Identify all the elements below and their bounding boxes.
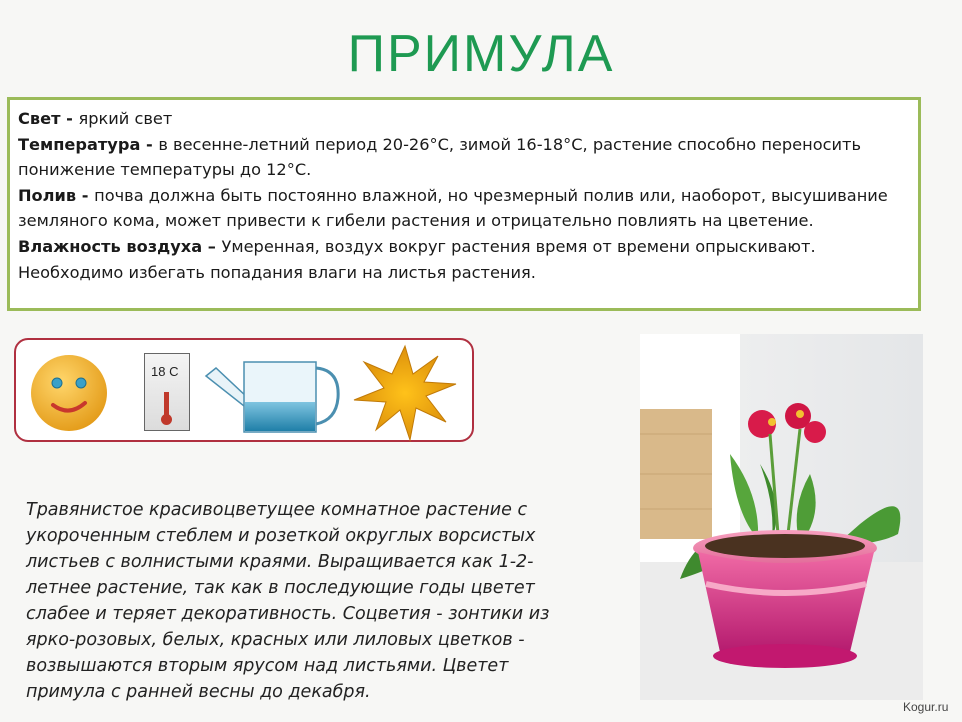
page-title: ПРИМУЛА <box>347 25 615 83</box>
care-light-text: яркий свет <box>78 109 173 128</box>
care-light <box>18 106 910 132</box>
care-temperature-text: в весенне-летний период 20-26°С, зимой 16-18°С, растение способно переносить понижение температуры до 12°С. <box>18 134 861 180</box>
watering-can-icon <box>204 354 344 434</box>
care-watering <box>18 183 910 234</box>
care-light-label: Свет - <box>18 109 79 128</box>
smiley-sun-icon <box>29 353 109 433</box>
watermark: Kogur.ru <box>903 700 949 714</box>
care-icons-panel <box>14 338 474 442</box>
care-temperature <box>18 132 910 183</box>
sun-icon <box>350 342 460 442</box>
care-humidity-text: Умеренная, воздух вокруг растения время от времени опрыскивают. Необходимо избегать попадания влаги на листья растения. <box>18 236 816 282</box>
thermometer-icon <box>144 353 190 431</box>
thermometer-reading: 18 С <box>151 364 179 379</box>
care-conditions-box <box>7 97 921 311</box>
primula-photo <box>640 334 923 700</box>
plant-description: Травянистое красивоцветущее комнатное растение с укороченным стеблем и розеткой округлых ворсистых листьев с волнистыми краями. Выращивается как 1-2-летнее растение, так как в последующие годы цветет слабее и теряет декоративность. Соцветия - зонтики из ярко-розовых, белых, красных или лиловых цветков - возвышаются вторым ярусом над листьями. Цветет примула с ранней весны до декабря. <box>26 500 550 702</box>
thermometer-bulb <box>161 414 172 425</box>
care-temperature-label: Температура - <box>18 134 159 154</box>
care-watering-label: Полив - <box>18 185 95 205</box>
care-watering-text: почва должна быть постоянно влажной, но чрезмерный полив или, наоборот, высушивание земляного кома, может привести к гибели растения и отрицательно повлиять на цветение. <box>18 185 888 231</box>
care-humidity <box>18 234 910 285</box>
care-humidity-label: Влажность воздуха – <box>18 236 222 256</box>
